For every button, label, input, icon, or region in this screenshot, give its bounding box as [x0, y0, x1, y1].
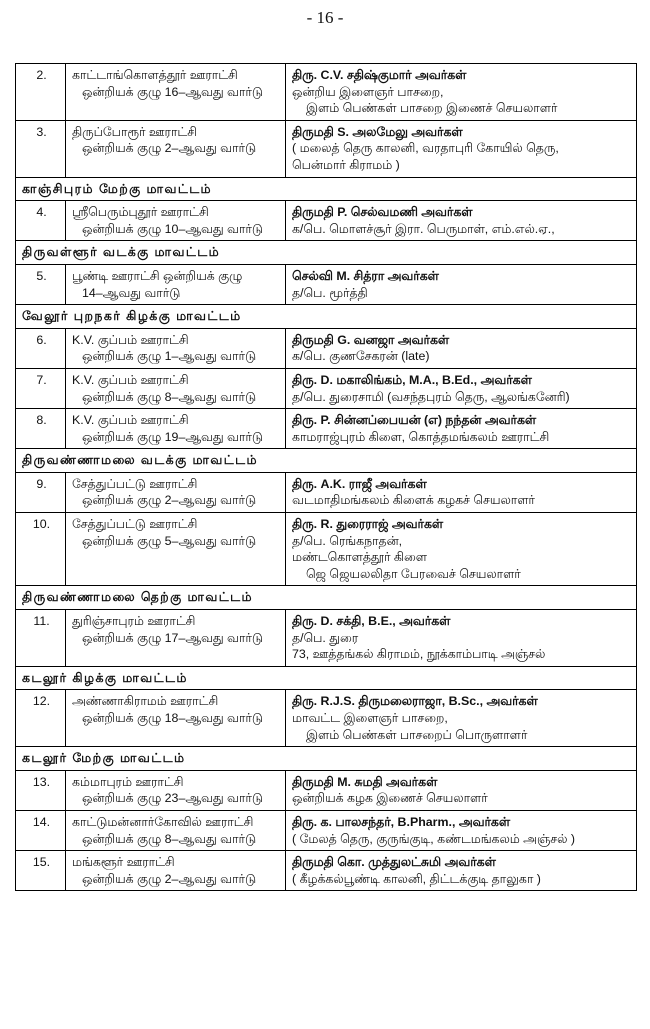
district-title: திருவண்ணாமலை வடக்கு மாவட்டம் [16, 449, 637, 473]
ward-cell [66, 328, 286, 368]
candidate-detail: ( மலைத் தெரு காலனி, வரதாபுரி கோயில் தெரு, [292, 141, 559, 156]
serial-number: 5. [16, 264, 66, 304]
candidate-row [16, 409, 637, 449]
candidate-row [16, 851, 637, 891]
district-title: கடலூர் கிழக்கு மாவட்டம் [16, 666, 637, 690]
candidate-detail: மாவட்ட இளைஞர் பாசறை, [292, 711, 448, 725]
candidate-detail: வடமாதிமங்கலம் கிளைக் கழகச் செயலாளர் [292, 493, 535, 508]
serial-number: 12. [16, 690, 66, 747]
ward-cell [66, 690, 286, 747]
serial-number: 11. [16, 610, 66, 667]
ward-cell [66, 409, 286, 449]
ward-cell [66, 64, 286, 121]
candidate-detail: 73, ஊத்தங்கல் கிராமம், நூக்காம்பாடி அஞ்சல் [292, 647, 546, 662]
candidate-cell [286, 851, 637, 891]
ward-cell [66, 120, 286, 177]
ward-line: ஒன்றியக் குழு 2–ஆவது வார்டு [82, 493, 257, 508]
candidate-detail: ( கீழக்கல்பூண்டி காலனி, திட்டக்குடி தாலுகா ) [292, 871, 541, 886]
serial-number: 15. [16, 851, 66, 891]
ward-line: ஒன்றியக் குழு 16–ஆவது வார்டு [82, 84, 263, 99]
ward-line: காட்டுமன்னார்கோவில் ஊராட்சி [72, 814, 254, 829]
district-section-row [16, 241, 637, 265]
candidate-row [16, 120, 637, 177]
candidate-row [16, 201, 637, 241]
candidate-table-body [16, 64, 637, 891]
candidate-row [16, 770, 637, 810]
candidate-detail: ( மேலத் தெரு, குருங்குடி, கண்டமங்கலம் அஞ்சல் ) [292, 831, 575, 846]
candidate-detail: இளம் பெண்கள் பாசறை இணைச் செயலாளர் [306, 101, 558, 116]
candidate-row [16, 472, 637, 512]
candidate-cell [286, 690, 637, 747]
candidate-row [16, 610, 637, 667]
serial-number: 9. [16, 472, 66, 512]
district-section-row [16, 666, 637, 690]
candidate-detail: த/பெ. துரை [292, 630, 359, 645]
ward-line: ஒன்றியக் குழு 23–ஆவது வார்டு [82, 791, 263, 806]
ward-line: ஒன்றியக் குழு 5–ஆவது வார்டு [82, 533, 257, 548]
candidate-cell [286, 120, 637, 177]
candidate-row [16, 690, 637, 747]
candidate-row [16, 264, 637, 304]
candidate-detail: க/பெ. குணசேகரன் (late) [292, 349, 430, 364]
candidate-name: திருமதி P. செல்வமணி அவர்கள் [292, 205, 473, 220]
district-section-row [16, 177, 637, 201]
ward-cell [66, 368, 286, 408]
candidate-cell [286, 770, 637, 810]
candidate-name: திரு. க. பாலசந்தர், B.Pharm., அவர்கள் [292, 814, 511, 829]
serial-number: 7. [16, 368, 66, 408]
ward-line: அண்ணாகிராமம் ஊராட்சி [72, 694, 219, 709]
district-section-row [16, 586, 637, 610]
candidate-detail: த/பெ. ரெங்கநாதன், [292, 533, 403, 548]
candidate-name: திரு. A.K. ராஜீ அவர்கள் [292, 476, 427, 491]
ward-line: பூண்டி ஊராட்சி ஒன்றியக் குழு [72, 268, 243, 283]
candidate-name: திருமதி M. சுமதி அவர்கள் [292, 774, 438, 789]
candidate-name: திருமதி கொ. முத்துலட்சுமி அவர்கள் [292, 855, 496, 870]
serial-number: 14. [16, 810, 66, 850]
candidate-detail: க/பெ. மொளச்சூர் இரா. பெருமாள், எம்.எல்.ஏ., [292, 221, 555, 236]
page-number: - 16 - [306, 8, 344, 27]
candidate-detail: ஒன்றியக் கழக இணைச் செயலாளர் [292, 791, 488, 806]
ward-cell [66, 264, 286, 304]
candidate-name: திரு. P. சின்னப்பையன் (எ) நந்தன் அவர்கள் [292, 413, 537, 428]
ward-line: ஒன்றியக் குழு 2–ஆவது வார்டு [82, 141, 257, 156]
ward-cell [66, 770, 286, 810]
ward-cell [66, 513, 286, 586]
candidate-cell [286, 810, 637, 850]
district-section-row [16, 305, 637, 329]
serial-number: 8. [16, 409, 66, 449]
district-title: காஞ்சிபுரம் மேற்கு மாவட்டம் [16, 177, 637, 201]
district-title: வேலூர் புறநகர் கிழக்கு மாவட்டம் [16, 305, 637, 329]
ward-line: காட்டாங்கொளத்தூர் ஊராட்சி [72, 68, 238, 82]
candidate-detail: ஒன்றிய இளைஞர் பாசறை, [292, 84, 444, 99]
candidate-row [16, 64, 637, 121]
district-title: திருவள்ளூர் வடக்கு மாவட்டம் [16, 241, 637, 265]
ward-line: ஒன்றியக் குழு 2–ஆவது வார்டு [82, 871, 257, 886]
serial-number: 6. [16, 328, 66, 368]
candidate-detail: த/பெ. மூர்த்தி [292, 285, 368, 300]
candidate-detail: த/பெ. துரைசாமி (வசந்தபுரம் தெரு, ஆலங்கனேரி) [292, 389, 570, 404]
ward-cell [66, 201, 286, 241]
ward-cell [66, 472, 286, 512]
candidate-name: திருமதி S. அலமேலு அவர்கள் [292, 124, 463, 139]
candidate-cell [286, 472, 637, 512]
candidate-cell [286, 264, 637, 304]
district-title: கடலூர் மேற்கு மாவட்டம் [16, 747, 637, 771]
candidate-name: திரு. R.J.S. திருமலைராஜா, B.Sc., அவர்கள் [292, 694, 538, 709]
candidate-name: திரு. D. சக்தி, B.E., அவர்கள் [292, 614, 451, 629]
district-section-row [16, 449, 637, 473]
candidate-row [16, 368, 637, 408]
ward-line: கம்மாபுரம் ஊராட்சி [72, 774, 184, 789]
ward-cell [66, 851, 286, 891]
ward-line: ஸ்ரீபெரும்புதூர் ஊராட்சி [72, 205, 209, 220]
candidate-row [16, 513, 637, 586]
serial-number: 3. [16, 120, 66, 177]
ward-cell [66, 610, 286, 667]
candidate-cell [286, 513, 637, 586]
serial-number: 2. [16, 64, 66, 121]
serial-number: 13. [16, 770, 66, 810]
ward-line: K.V. குப்பம் ஊராட்சி [72, 372, 189, 387]
ward-line: ஒன்றியக் குழு 19–ஆவது வார்டு [82, 429, 263, 444]
ward-line: சேத்துப்பட்டு ஊராட்சி [72, 517, 198, 532]
ward-line: மங்களூர் ஊராட்சி [72, 855, 175, 870]
ward-line: திருப்போரூர் ஊராட்சி [72, 124, 197, 139]
ward-cell [66, 810, 286, 850]
serial-number: 4. [16, 201, 66, 241]
candidate-name: திரு. D. மகாலிங்கம், M.A., B.Ed., அவர்கள் [292, 372, 532, 387]
serial-number: 10. [16, 513, 66, 586]
ward-line: ஒன்றியக் குழு 8–ஆவது வார்டு [82, 389, 257, 404]
ward-line: ஒன்றியக் குழு 1–ஆவது வார்டு [82, 349, 257, 364]
ward-line: ஒன்றியக் குழு 8–ஆவது வார்டு [82, 831, 257, 846]
ward-line: ஒன்றியக் குழு 18–ஆவது வார்டு [82, 711, 263, 725]
candidate-cell [286, 328, 637, 368]
ward-line: துரிஞ்சாபுரம் ஊராட்சி [72, 614, 196, 629]
candidate-name: திருமதி G. வனஜா அவர்கள் [292, 332, 450, 347]
candidate-name: திரு. C.V. சதிஷ்குமார் அவர்கள் [292, 68, 467, 82]
candidate-detail: காமராஜ்புரம் கிளை, கொத்தமங்கலம் ஊராட்சி [292, 429, 550, 444]
candidate-detail: பென்மார் கிராமம் ) [292, 157, 400, 172]
ward-line: சேத்துப்பட்டு ஊராட்சி [72, 476, 198, 491]
candidate-cell [286, 409, 637, 449]
ward-line: K.V. குப்பம் ஊராட்சி [72, 413, 189, 428]
candidate-detail: ஜெ ஜெயலலிதா பேரவைச் செயலாளர் [306, 566, 521, 581]
ward-line: 14–ஆவது வார்டு [82, 285, 181, 300]
district-section-row [16, 747, 637, 771]
candidate-row [16, 328, 637, 368]
candidate-table [15, 63, 637, 891]
candidate-detail: மண்டகொளத்தூர் கிளை [292, 550, 427, 565]
district-title: திருவண்ணாமலை தெற்கு மாவட்டம் [16, 586, 637, 610]
ward-line: ஒன்றியக் குழு 17–ஆவது வார்டு [82, 630, 263, 645]
ward-line: K.V. குப்பம் ஊராட்சி [72, 332, 189, 347]
candidate-cell [286, 610, 637, 667]
candidate-cell [286, 201, 637, 241]
candidate-detail: இளம் பெண்கள் பாசறைப் பொருளாளர் [306, 727, 528, 742]
candidate-cell [286, 368, 637, 408]
candidate-row [16, 810, 637, 850]
candidate-name: செல்வி M. சித்ரா அவர்கள் [292, 268, 439, 283]
candidate-cell [286, 64, 637, 121]
candidate-name: திரு. R. துரைராஜ் அவர்கள் [292, 517, 444, 532]
ward-line: ஒன்றியக் குழு 10–ஆவது வார்டு [82, 221, 263, 236]
